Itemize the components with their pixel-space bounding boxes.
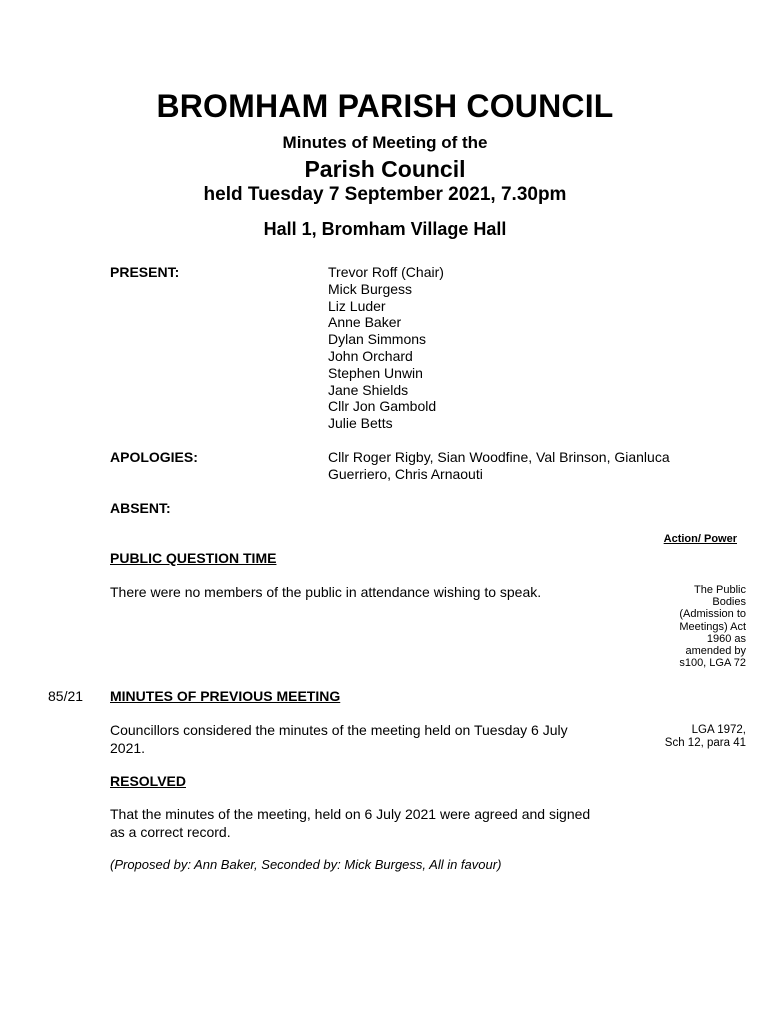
- present-label: PRESENT:: [110, 264, 180, 280]
- side-note-line: Bodies: [712, 596, 746, 609]
- resolution-text: [110, 806, 640, 841]
- apologies-label: APOLOGIES:: [110, 449, 198, 465]
- side-note-line: LGA 1972,: [691, 724, 746, 736]
- proposed-by-note: (Proposed by: Ann Baker, Seconded by: Mick Burgess, All in favour): [110, 857, 502, 872]
- public-question-side-note: [679, 584, 746, 669]
- side-note-line: The Public: [694, 584, 746, 596]
- side-note-line: s100, LGA 72: [679, 657, 746, 670]
- apologies-line: Guerriero, Chris Arnaouti: [328, 465, 483, 482]
- side-note-line: Meetings) Act: [679, 620, 746, 633]
- side-note-line: (Admission to: [679, 608, 746, 621]
- present-member: Trevor Roff (Chair): [328, 264, 444, 280]
- side-note-line: 1960 as: [706, 632, 746, 645]
- minutes-subtitle: Minutes of Meeting of the: [282, 133, 488, 152]
- absent-label: ABSENT:: [110, 500, 171, 516]
- meeting-date: held Tuesday 7 September 2021, 7.30pm: [203, 184, 567, 205]
- action-power-header: Action/ Power: [663, 533, 737, 545]
- text-line: That the minutes of the meeting, held on 6 July 2021 were agreed and signed: [110, 806, 591, 822]
- resolved-heading: RESOLVED: [110, 773, 186, 789]
- text-line: as a correct record.: [110, 823, 231, 840]
- public-question-text: There were no members of the public in attendance wishing to speak.: [110, 584, 542, 600]
- present-list: [328, 264, 444, 432]
- present-member: Mick Burgess: [328, 280, 413, 297]
- present-member: Liz Luder: [328, 297, 386, 314]
- text-line: 2021.: [110, 739, 146, 756]
- present-member: Anne Baker: [328, 314, 402, 331]
- present-member: Cllr Jon Gambold: [328, 398, 437, 415]
- council-title: BROMHAM PARISH COUNCIL: [156, 88, 614, 124]
- present-member: Stephen Unwin: [328, 364, 423, 381]
- present-member: Jane Shields: [328, 381, 409, 398]
- apologies-list: [328, 449, 670, 483]
- present-member: John Orchard: [328, 347, 413, 364]
- item-number: 85/21: [48, 688, 84, 704]
- previous-minutes-side-note: [665, 724, 746, 750]
- present-member: Julie Betts: [328, 415, 393, 432]
- side-note-line: Sch 12, para 41: [664, 737, 746, 749]
- previous-minutes-heading: MINUTES OF PREVIOUS MEETING: [110, 688, 341, 704]
- apologies-line: Cllr Roger Rigby, Sian Woodfine, Val Brinson, Gianluca: [328, 449, 670, 465]
- text-line: Councillors considered the minutes of the meeting held on Tuesday 6 July: [110, 722, 568, 738]
- previous-minutes-text: [110, 722, 630, 757]
- meeting-venue: Hall 1, Bromham Village Hall: [263, 219, 507, 239]
- side-note-line: amended by: [685, 645, 746, 658]
- public-question-heading: PUBLIC QUESTION TIME: [110, 550, 277, 566]
- council-name: Parish Council: [304, 156, 466, 182]
- present-member: Dylan Simmons: [328, 331, 427, 348]
